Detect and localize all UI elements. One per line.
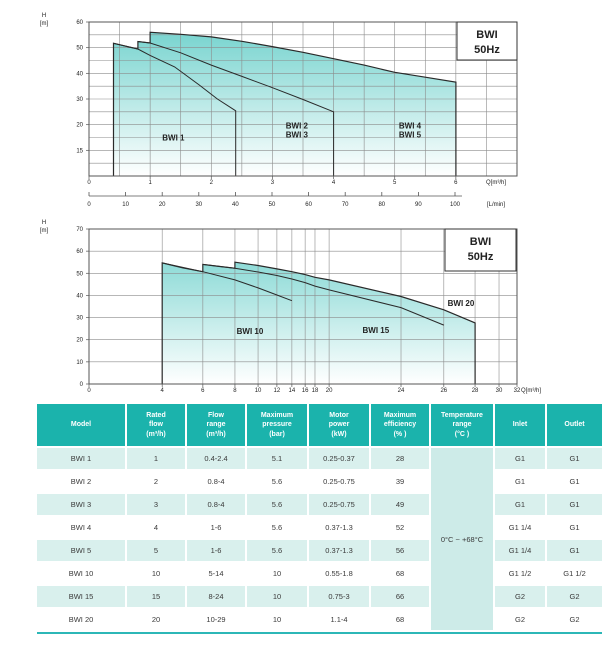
svg-text:100: 100 [449, 202, 461, 208]
table-cell: 1-6 [187, 517, 247, 538]
table-cell: 1.1-4 [309, 609, 371, 630]
y-axis-unit-label: H [41, 13, 47, 19]
svg-text:40: 40 [76, 293, 83, 300]
table-row [37, 471, 602, 492]
table-cell: BWI 5 [37, 540, 127, 561]
table-row [37, 609, 602, 630]
svg-text:10: 10 [76, 359, 83, 366]
table-cell: 5.6 [247, 517, 309, 538]
svg-text:BWI 5: BWI 5 [398, 130, 422, 140]
table-cell: 1 [127, 448, 187, 469]
table-cell: 4 [127, 517, 187, 538]
svg-text:0: 0 [87, 202, 91, 208]
table-cell: 0.75-3 [309, 586, 371, 607]
table-cell: 28 [371, 448, 431, 469]
table-cell: 10 [127, 563, 187, 584]
table-cell: 5.6 [247, 540, 309, 561]
table-cell: G1 [547, 540, 602, 561]
svg-text:BWI 2: BWI 2 [285, 121, 309, 131]
table-cell: 68 [371, 609, 431, 630]
x-axis-unit-label: Q[m³/h] [486, 180, 507, 186]
table-cell: G1 1/4 [495, 517, 547, 538]
lmin-axis [87, 192, 505, 208]
svg-text:6: 6 [201, 388, 205, 394]
table-cell: BWI 15 [37, 586, 127, 607]
svg-text:4: 4 [331, 180, 336, 186]
chart-bwi-10-20 [40, 220, 542, 394]
lmin-unit-label: [L/min] [487, 202, 506, 208]
svg-text:26: 26 [440, 388, 448, 394]
table-header-cell: Model [37, 404, 127, 446]
table-cell: 0.25-0.75 [309, 471, 371, 492]
svg-text:20: 20 [158, 202, 166, 208]
svg-text:0: 0 [87, 388, 91, 394]
svg-text:10: 10 [254, 388, 262, 394]
svg-text:12: 12 [273, 388, 281, 394]
svg-text:24: 24 [397, 388, 405, 394]
svg-text:20: 20 [76, 122, 83, 129]
table-cell: 66 [371, 586, 431, 607]
temperature-range-cell: 0°C ~ +68°C [431, 448, 495, 630]
table-cell: G1 [495, 448, 547, 469]
table-cell: 0.25-0.37 [309, 448, 371, 469]
table-cell: G1 [547, 448, 602, 469]
spec-table-section [37, 402, 602, 634]
table-header-cell: Rated flow (m³/h) [127, 404, 187, 446]
table-row [37, 586, 602, 607]
table-cell: BWI 4 [37, 517, 127, 538]
table-cell: G1 1/2 [547, 563, 602, 584]
svg-text:30: 30 [195, 202, 203, 208]
svg-text:0: 0 [87, 180, 91, 186]
table-cell: G1 [495, 471, 547, 492]
svg-text:8: 8 [233, 388, 237, 394]
svg-text:80: 80 [378, 202, 386, 208]
table-cell: 15 [127, 586, 187, 607]
table-header [37, 404, 602, 446]
table-cell: G1 [547, 517, 602, 538]
frequency-badge-text: BWI [469, 236, 492, 248]
table-cell: 10 [247, 563, 309, 584]
table-cell: 10 [247, 609, 309, 630]
pump-spec-table [37, 402, 602, 632]
table-cell: BWI 2 [37, 471, 127, 492]
table-row [37, 494, 602, 515]
svg-text:1: 1 [148, 180, 152, 186]
table-cell: 0.37-1.3 [309, 540, 371, 561]
table-cell: 5.1 [247, 448, 309, 469]
svg-text:16: 16 [301, 388, 309, 394]
svg-text:6: 6 [454, 180, 458, 186]
table-header-cell: Flow range (m³/h) [187, 404, 247, 446]
svg-text:BWI 10: BWI 10 [236, 326, 264, 336]
table-cell: G1 1/4 [495, 540, 547, 561]
table-cell: G2 [495, 586, 547, 607]
svg-text:BWI 15: BWI 15 [362, 325, 390, 335]
svg-text:90: 90 [415, 202, 422, 208]
svg-text:18: 18 [311, 388, 319, 394]
table-cell: G2 [495, 609, 547, 630]
svg-text:3: 3 [270, 180, 275, 186]
y-axis-unit-label: [m] [39, 228, 49, 234]
table-cell: 0.55-1.8 [309, 563, 371, 584]
svg-text:60: 60 [76, 249, 83, 256]
table-cell: 5.6 [247, 494, 309, 515]
svg-text:70: 70 [341, 202, 349, 208]
table-cell: 68 [371, 563, 431, 584]
svg-text:32: 32 [513, 388, 521, 394]
table-cell: 10 [247, 586, 309, 607]
y-axis-unit-label: H [41, 220, 47, 226]
table-cell: 5-14 [187, 563, 247, 584]
svg-text:40: 40 [76, 71, 83, 78]
table-cell: 49 [371, 494, 431, 515]
svg-text:20: 20 [325, 388, 333, 394]
table-cell: G1 [547, 494, 602, 515]
svg-text:30: 30 [76, 97, 83, 103]
svg-text:5: 5 [393, 180, 397, 186]
svg-text:40: 40 [232, 202, 239, 208]
svg-text:30: 30 [76, 315, 83, 322]
table-cell: 5.6 [247, 471, 309, 492]
frequency-badge-text: 50Hz [474, 44, 500, 56]
table-cell: BWI 20 [37, 609, 127, 630]
table-header-cell: Inlet [495, 404, 547, 446]
table-body [37, 448, 602, 630]
table-cell: G2 [547, 609, 602, 630]
svg-text:50: 50 [268, 202, 276, 208]
table-header-cell: Temperature range (°C ) [431, 404, 495, 446]
table-cell: G1 [547, 471, 602, 492]
x-axis-unit-label: Q[m³/h] [521, 388, 542, 394]
table-cell: 0.8-4 [187, 494, 247, 515]
svg-text:50: 50 [76, 271, 83, 278]
table-row [37, 517, 602, 538]
svg-text:BWI 1: BWI 1 [162, 133, 185, 143]
table-cell: 0.25-0.75 [309, 494, 371, 515]
table-header-cell: Outlet [547, 404, 602, 446]
svg-text:15: 15 [76, 148, 83, 155]
svg-text:50: 50 [76, 45, 83, 52]
table-cell: 0.8-4 [187, 471, 247, 492]
svg-text:2: 2 [209, 180, 213, 186]
table-cell: 5 [127, 540, 187, 561]
frequency-badge-text: BWI [476, 29, 498, 41]
table-cell: 0.4-2.4 [187, 448, 247, 469]
svg-text:60: 60 [305, 202, 312, 208]
svg-text:20: 20 [76, 337, 83, 344]
svg-text:28: 28 [471, 388, 479, 394]
table-cell: 0.37-1.3 [309, 517, 371, 538]
table-bottom-rule [37, 632, 602, 634]
y-axis-unit-label: [m] [39, 21, 49, 27]
svg-text:10: 10 [122, 202, 129, 208]
table-row [37, 563, 602, 584]
table-cell: BWI 3 [37, 494, 127, 515]
svg-text:30: 30 [495, 388, 503, 394]
svg-text:70: 70 [76, 227, 83, 233]
table-cell: 20 [127, 609, 187, 630]
operating-range-area [114, 32, 456, 176]
table-cell: 1-6 [187, 540, 247, 561]
svg-text:BWI 20: BWI 20 [447, 299, 475, 309]
table-cell: G2 [547, 586, 602, 607]
svg-text:60: 60 [76, 20, 83, 26]
table-cell: BWI 1 [37, 448, 127, 469]
table-row [37, 540, 602, 561]
table-row [37, 448, 602, 469]
table-cell: 39 [371, 471, 431, 492]
frequency-badge-text: 50Hz [467, 251, 494, 263]
table-cell: 2 [127, 471, 187, 492]
table-cell: 10-29 [187, 609, 247, 630]
svg-text:BWI 4: BWI 4 [398, 121, 422, 131]
table-cell: 56 [371, 540, 431, 561]
table-header-cell: Maximum pressure (bar) [247, 404, 309, 446]
table-header-row [37, 404, 602, 446]
table-cell: G1 [495, 494, 547, 515]
svg-text:4: 4 [160, 388, 164, 394]
table-cell: G1 1/2 [495, 563, 547, 584]
svg-text:14: 14 [288, 388, 296, 394]
chart-bwi-1-5 [40, 13, 517, 208]
table-header-cell: Motor power (kW) [309, 404, 371, 446]
table-cell: 3 [127, 494, 187, 515]
table-cell: 52 [371, 517, 431, 538]
table-cell: BWI 10 [37, 563, 127, 584]
svg-text:BWI 3: BWI 3 [285, 130, 309, 140]
svg-text:0: 0 [79, 382, 83, 388]
table-cell: 8-24 [187, 586, 247, 607]
operating-range-area [162, 262, 475, 384]
table-header-cell: Maximum efficiency (% ) [371, 404, 431, 446]
